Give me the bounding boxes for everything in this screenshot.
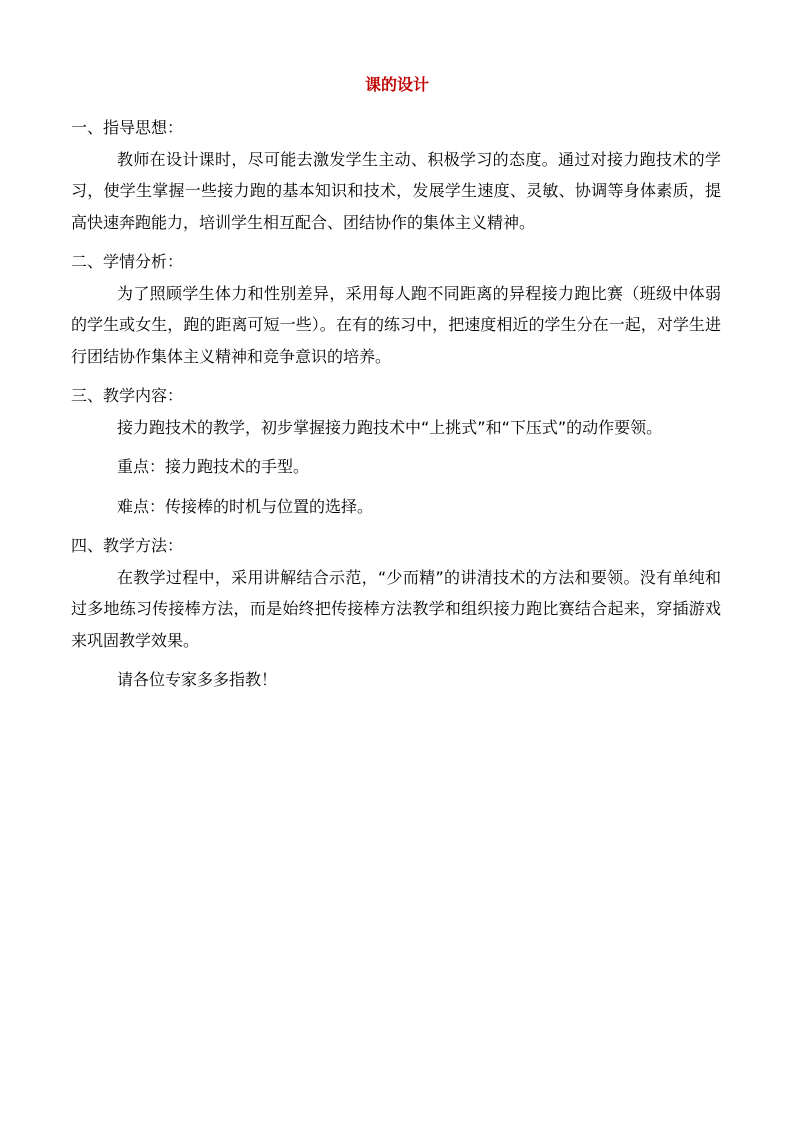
section-student-analysis	[71, 246, 721, 372]
difficulty-line: 难点：传接棒的时机与位置的选择。	[117, 496, 374, 516]
section-heading: 三、教学内容：	[71, 386, 184, 405]
section-paragraph: 接力跑技术的教学，初步掌握接力跑技术中“上挑式”和“下压式”的动作要领。	[117, 417, 663, 437]
key-point-line: 重点：接力跑技术的手型。	[117, 457, 310, 476]
section-heading: 二、学情分析：	[71, 252, 184, 271]
section-heading: 四、教学方法：	[71, 536, 184, 555]
section-heading: 一、指导思想：	[71, 118, 184, 137]
closing-line: 请各位专家多多指教！	[117, 670, 278, 689]
section-guiding-ideas	[71, 112, 721, 238]
section-paragraph: 为了照顾学生体力和性别差异，采用每人跑不同距离的异程接力跑比赛（班级中体弱的学生或女生，跑的距离可短一些）。在有的练习中，把速度相近的学生分在一起，对学生进行团结协作集体主义精神和竞争意识的培养。	[71, 283, 721, 366]
section-teaching-content	[71, 380, 721, 522]
section-teaching-method	[71, 530, 721, 696]
section-paragraph: 在教学过程中，采用讲解结合示范，“少而精”的讲清技术的方法和要领。没有单纯和过多地练习传接棒方法，而是始终把传接棒方法教学和组织接力跑比赛结合起来，穿插游戏来巩固教学效果。	[71, 567, 721, 650]
section-paragraph: 教师在设计课时，尽可能去激发学生主动、积极学习的态度。通过对接力跑技术的学习，使学生掌握一些接力跑的基本知识和技术，发展学生速度、灵敏、协调等身体素质，提高快速奔跑能力，培训学生相互配合、团结协作的集体主义精神。	[71, 149, 721, 232]
document-body	[71, 112, 721, 696]
document-title: 课的设计	[364, 75, 429, 94]
